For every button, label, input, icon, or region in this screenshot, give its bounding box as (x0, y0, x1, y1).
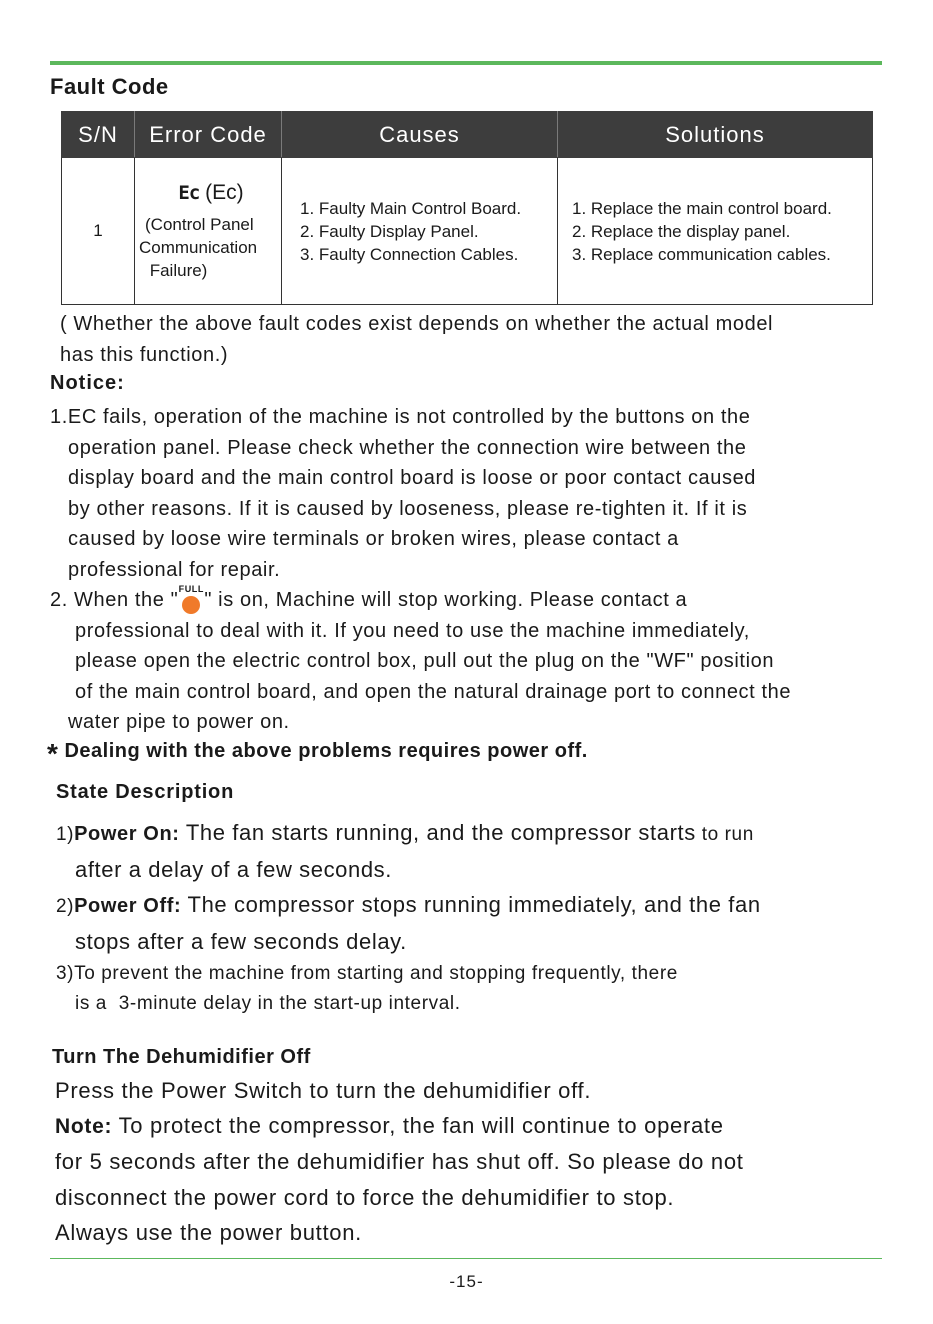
notice-2-suffix: " is on, Machine will stop working. Please contact a (204, 589, 688, 611)
state-2-number: 2) (56, 896, 75, 917)
state-1-label: Power On: (74, 823, 180, 845)
notice-line: display board and the main control board is loose or poor contact caused (68, 467, 757, 489)
power-off-warning (47, 738, 588, 770)
error-code-display (141, 181, 281, 205)
notice-item-1 (50, 402, 756, 585)
header-solutions: Solutions (558, 112, 873, 158)
turn-off-line: disconnect the power cord to force the dehumidifier to stop. (55, 1184, 675, 1210)
turn-off-line: for 5 seconds after the dehumidifier has shut off. So please do not (55, 1149, 744, 1175)
fault-footnote (60, 309, 773, 370)
table-header-row (62, 112, 873, 158)
state-item-3: 3)To prevent the machine from starting and stopping frequently, there (56, 963, 678, 984)
solution-item: 3. Replace communication cables. (572, 244, 831, 264)
page-number: -15- (449, 1272, 484, 1291)
state-1-tail: to run (695, 824, 754, 845)
fault-code-title: Fault Code (50, 74, 169, 99)
notice-line: professional for repair. (68, 558, 281, 581)
header-causes: Causes (282, 112, 558, 158)
causes-cell (282, 158, 558, 305)
state-1-continuation: after a delay of a few seconds. (75, 857, 392, 882)
notice-2-prefix: 2. When the " (50, 589, 179, 611)
header-sn: S/N (62, 112, 135, 158)
state-item-2 (56, 887, 761, 924)
notice-line: caused by loose wire terminals or broken wires, please contact a (68, 528, 679, 550)
error-code-desc-line: (Control Panel (145, 214, 254, 234)
notice-line (50, 585, 791, 616)
error-code-cell (135, 158, 282, 305)
error-code-desc-line: Communication (139, 237, 258, 257)
notice-line: water pipe to power on. (68, 711, 290, 733)
state-1-text: The fan starts running, and the compressor starts (179, 820, 696, 845)
segment-display-code: Ec (178, 181, 200, 204)
footnote-line: ( Whether the above fault codes exist depends on whether the actual model (60, 313, 774, 335)
state-item-1 (56, 815, 761, 852)
turn-off-body (55, 1073, 744, 1250)
full-indicator-label: FULL (178, 584, 205, 594)
solutions-cell (558, 158, 873, 305)
state-description-title: State Description (56, 781, 235, 803)
state-1-number: 1) (56, 824, 75, 845)
orange-dot-icon (182, 596, 200, 614)
notice-item-2 (50, 585, 791, 738)
state-2-label: Power Off: (74, 895, 182, 917)
error-code-text: (Ec) (205, 180, 244, 204)
cause-item: 3. Faulty Connection Cables. (300, 244, 519, 264)
state-list (56, 815, 761, 1019)
turn-off-note (55, 1108, 744, 1144)
footnote-line: has this function.) (60, 343, 229, 366)
notice-line: professional to deal with it. If you need to use the machine immediately, (75, 619, 750, 642)
asterisk-icon: * (47, 738, 59, 769)
solution-item: 1. Replace the main control board. (572, 198, 832, 218)
solution-item: 2. Replace the display panel. (572, 221, 791, 241)
state-2-text: The compressor stops running immediately, and the fan (181, 892, 761, 917)
cause-item: 2. Faulty Display Panel. (300, 221, 479, 241)
turn-off-line: Press the Power Switch to turn the dehumidifier off. (55, 1078, 592, 1103)
notice-title: Notice: (50, 372, 125, 394)
bottom-divider (50, 1258, 882, 1259)
notice-line: 1.EC fails, operation of the machine is not controlled by the buttons on the (50, 406, 751, 428)
notice-line: please open the electric control box, pull out the plug on the "WF" position (75, 650, 775, 672)
sn-cell: 1 (62, 158, 135, 305)
table-row (62, 158, 873, 305)
cause-item: 1. Faulty Main Control Board. (300, 198, 522, 218)
state-2-continuation: stops after a few seconds delay. (75, 929, 407, 954)
fault-code-table (61, 111, 873, 305)
warning-text: Dealing with the above problems requires power off. (64, 740, 588, 762)
top-divider (50, 61, 882, 65)
full-indicator-icon (178, 584, 205, 612)
turn-off-title: Turn The Dehumidifier Off (52, 1046, 311, 1068)
turn-off-line: Always use the power button. (55, 1219, 362, 1245)
note-label: Note: (55, 1115, 113, 1139)
notice-line: by other reasons. If it is caused by looseness, please re-tighten it. If it is (68, 497, 748, 520)
note-text: To protect the compressor, the fan will continue to operate (112, 1113, 724, 1139)
notice-line: of the main control board, and open the natural drainage port to connect the (75, 680, 792, 703)
state-3-continuation: is a 3-minute delay in the start-up interval. (75, 993, 461, 1014)
notice-line: operation panel. Please check whether the connection wire between the (68, 436, 747, 459)
error-code-desc-line: Failure) (145, 260, 208, 280)
header-error-code: Error Code (135, 112, 282, 158)
